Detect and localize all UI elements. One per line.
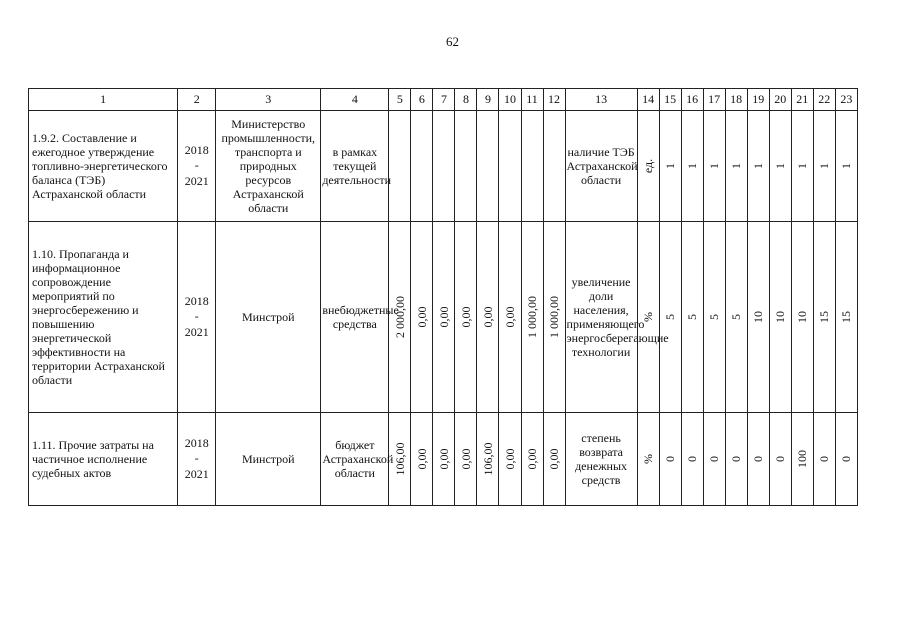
value-text: 1 000,00 <box>547 296 561 338</box>
year-to: 2021 <box>184 466 209 481</box>
source-cell: бюджет Астраханской области <box>321 413 389 506</box>
value-cell <box>543 111 565 222</box>
header-cell: 15 <box>659 89 681 111</box>
value-cell <box>477 111 499 222</box>
year-to: 2021 <box>184 324 209 339</box>
target-text: 0 <box>663 456 678 462</box>
value-cell <box>389 413 411 506</box>
value-cell <box>521 413 543 506</box>
value-text: 0,00 <box>480 306 495 328</box>
value-cell <box>543 413 565 506</box>
target-text: 1 <box>839 163 854 169</box>
value-text: 0,00 <box>547 448 561 470</box>
program-table <box>28 88 858 506</box>
target-cell <box>747 413 769 506</box>
target-text: 15 <box>839 311 854 323</box>
value-text: 1 000,00 <box>524 296 539 338</box>
target-cell <box>835 222 857 413</box>
target-cell <box>725 413 747 506</box>
value-text: 0,00 <box>502 306 517 328</box>
target-text: 1 <box>751 163 766 169</box>
value-cell <box>389 222 411 413</box>
value-text: 0,00 <box>458 448 473 470</box>
period-cell <box>178 111 216 222</box>
unit-text: % <box>641 454 656 464</box>
value-cell <box>499 222 521 413</box>
target-cell <box>703 413 725 506</box>
target-cell <box>747 111 769 222</box>
target-text: 1 <box>707 163 722 169</box>
header-cell: 17 <box>703 89 725 111</box>
header-cell: 1 <box>29 89 178 111</box>
target-text: 100 <box>795 450 810 468</box>
year-dash: - <box>194 309 199 324</box>
target-cell <box>769 222 791 413</box>
year-dash: - <box>194 158 199 173</box>
value-cell <box>521 222 543 413</box>
header-cell: 8 <box>455 89 477 111</box>
target-text: 0 <box>685 456 700 462</box>
value-cell <box>477 413 499 506</box>
target-text: 5 <box>707 314 722 320</box>
target-cell <box>659 111 681 222</box>
table-row <box>29 222 858 413</box>
target-cell <box>659 413 681 506</box>
target-cell <box>769 413 791 506</box>
value-cell <box>455 111 477 222</box>
table-row <box>29 413 858 506</box>
header-cell: 11 <box>521 89 543 111</box>
target-cell <box>835 413 857 506</box>
target-text: 1 <box>773 163 788 169</box>
target-cell <box>769 111 791 222</box>
target-text: 5 <box>729 314 744 320</box>
target-cell <box>659 222 681 413</box>
year-from: 2018 <box>184 435 209 450</box>
header-cell: 19 <box>747 89 769 111</box>
header-cell: 16 <box>681 89 703 111</box>
measure-name: 1.10. Пропаганда и информационное сопровождение мероприятий по энергосбережению и повышению энергетической эффективности на территории Астраханской области <box>29 222 178 413</box>
target-cell <box>813 111 835 222</box>
source-cell: в рамках текущей деятельности <box>321 111 389 222</box>
target-text: 0 <box>817 456 832 462</box>
header-cell: 22 <box>813 89 835 111</box>
value-cell <box>499 413 521 506</box>
target-text: 10 <box>751 311 766 323</box>
unit-cell <box>637 111 659 222</box>
value-cell <box>411 111 433 222</box>
value-cell <box>433 413 455 506</box>
period-cell <box>178 413 216 506</box>
target-text: 1 <box>817 163 832 169</box>
value-text: 0,00 <box>458 306 473 328</box>
value-cell <box>455 413 477 506</box>
measure-name: 1.9.2. Составление и ежегодное утверждение топливно-энергетического баланса (ТЭБ) Астраханской области <box>29 111 178 222</box>
header-cell: 6 <box>411 89 433 111</box>
executor-cell: Минстрой <box>216 222 321 413</box>
header-cell: 21 <box>791 89 813 111</box>
unit-cell <box>637 222 659 413</box>
target-text: 15 <box>817 311 832 323</box>
target-text: 10 <box>795 311 810 323</box>
measure-name: 1.11. Прочие затраты на частичное исполнение судебных актов <box>29 413 178 506</box>
indicator-cell: увеличение доли населения, применяющего энергосберегающие технологии <box>565 222 637 413</box>
value-cell <box>521 111 543 222</box>
value-cell <box>499 111 521 222</box>
target-cell <box>835 111 857 222</box>
value-cell <box>411 222 433 413</box>
year-from: 2018 <box>184 142 209 157</box>
target-text: 0 <box>839 456 854 462</box>
page-number: 62 <box>446 34 459 49</box>
target-text: 0 <box>707 456 722 462</box>
year-from: 2018 <box>184 293 209 308</box>
value-text: 0,00 <box>414 306 429 328</box>
header-cell: 3 <box>216 89 321 111</box>
header-cell: 5 <box>389 89 411 111</box>
unit-cell <box>637 413 659 506</box>
header-cell: 12 <box>543 89 565 111</box>
period-cell <box>178 222 216 413</box>
value-text: 106,00 <box>392 442 407 476</box>
target-text: 0 <box>773 456 788 462</box>
executor-cell: Министерство промышленности, транспорта и природных ресурсов Астраханской области <box>216 111 321 222</box>
value-text: 2 000,00 <box>392 296 407 338</box>
unit-text: % <box>641 312 656 322</box>
header-cell: 7 <box>433 89 455 111</box>
target-cell <box>681 222 703 413</box>
target-cell <box>791 413 813 506</box>
target-cell <box>791 222 813 413</box>
target-text: 1 <box>795 163 810 169</box>
target-cell <box>681 111 703 222</box>
value-text: 0,00 <box>414 448 429 470</box>
value-cell <box>477 222 499 413</box>
indicator-cell: наличие ТЭБ Астраханской области <box>565 111 637 222</box>
value-cell <box>433 222 455 413</box>
value-cell <box>389 111 411 222</box>
header-cell: 2 <box>178 89 216 111</box>
value-cell <box>455 222 477 413</box>
value-text: 0,00 <box>524 448 539 470</box>
unit-text: ед. <box>641 158 656 174</box>
target-cell <box>703 222 725 413</box>
header-cell: 23 <box>835 89 857 111</box>
header-cell: 4 <box>321 89 389 111</box>
value-cell <box>433 111 455 222</box>
header-cell: 10 <box>499 89 521 111</box>
target-cell <box>725 111 747 222</box>
value-text: 0,00 <box>436 306 451 328</box>
table-row <box>29 111 858 222</box>
target-text: 10 <box>773 311 788 323</box>
target-text: 0 <box>751 456 766 462</box>
target-text: 5 <box>663 314 678 320</box>
value-text: 0,00 <box>502 448 517 470</box>
value-text: 106,00 <box>480 442 495 476</box>
target-cell <box>747 222 769 413</box>
header-cell: 9 <box>477 89 499 111</box>
value-text: 0,00 <box>436 448 451 470</box>
header-cell: 14 <box>637 89 659 111</box>
target-text: 5 <box>685 314 700 320</box>
header-cell: 18 <box>725 89 747 111</box>
value-cell <box>411 413 433 506</box>
value-cell <box>543 222 565 413</box>
target-text: 1 <box>729 163 744 169</box>
year-to: 2021 <box>184 173 209 188</box>
target-cell <box>681 413 703 506</box>
target-cell <box>725 222 747 413</box>
target-cell <box>813 222 835 413</box>
target-text: 1 <box>685 163 700 169</box>
year-dash: - <box>194 451 199 466</box>
header-cell: 20 <box>769 89 791 111</box>
target-cell <box>791 111 813 222</box>
target-cell <box>813 413 835 506</box>
header-cell: 13 <box>565 89 637 111</box>
header-row <box>29 89 858 111</box>
target-text: 0 <box>729 456 744 462</box>
source-cell: внебюджетные средства <box>321 222 389 413</box>
target-cell <box>703 111 725 222</box>
executor-cell: Минстрой <box>216 413 321 506</box>
target-text: 1 <box>663 163 678 169</box>
indicator-cell: степень возврата денежных средств <box>565 413 637 506</box>
